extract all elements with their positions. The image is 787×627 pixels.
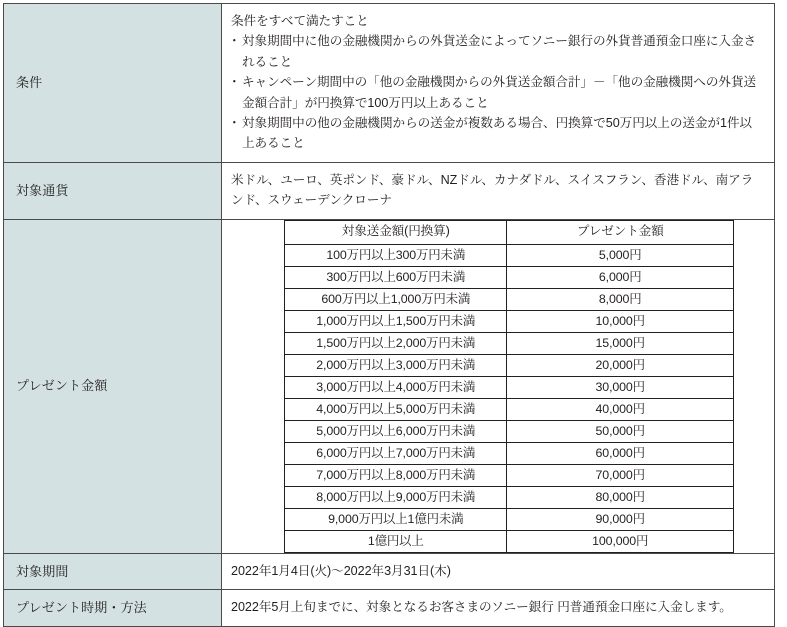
conditions-list bbox=[231, 31, 764, 153]
currency-list-text: 米ドル、ユーロ、英ポンド、豪ドル、NZドル、カナダドル、スイスフラン、香港ドル、南アランド、スウェーデンクローナ bbox=[231, 172, 754, 208]
table-row-gift-amount bbox=[4, 219, 775, 553]
gift-range-cell: 300万円以上600万円未満 bbox=[285, 266, 507, 288]
gift-amount-cell: 50,000円 bbox=[507, 420, 734, 442]
gift-amount-cell: 6,000円 bbox=[507, 266, 734, 288]
period-text: 2022年1月4日(火)～2022年3月31日(木) bbox=[231, 563, 451, 578]
gift-table-head bbox=[285, 220, 734, 244]
table-body bbox=[4, 4, 775, 627]
conditions-heading: 条件をすべて満たすこと bbox=[231, 14, 369, 28]
gift-table-body bbox=[285, 244, 734, 552]
gift-table-row bbox=[285, 464, 734, 486]
gift-timing-text: 2022年5月上旬までに、対象となるお客さまのソニー銀行 円普通預金口座に入金します。 bbox=[231, 600, 732, 615]
gift-amount-cell: 70,000円 bbox=[507, 464, 734, 486]
row-label-currencies: 対象通貨 bbox=[4, 162, 222, 219]
gift-range-cell: 8,000万円以上9,000万円未満 bbox=[285, 486, 507, 508]
gift-table-row bbox=[285, 442, 734, 464]
gift-amount-cell: 10,000円 bbox=[507, 310, 734, 332]
gift-range-cell: 9,000万円以上1億円未満 bbox=[285, 508, 507, 530]
row-value-gift-amount bbox=[222, 219, 775, 553]
gift-range-cell: 2,000万円以上3,000万円未満 bbox=[285, 354, 507, 376]
gift-table-row bbox=[285, 332, 734, 354]
row-value-period bbox=[222, 553, 775, 590]
row-label-period: 対象期間 bbox=[4, 553, 222, 590]
gift-range-cell: 6,000万円以上7,000万円未満 bbox=[285, 442, 507, 464]
table-row-currencies bbox=[4, 162, 775, 219]
gift-table-row bbox=[285, 530, 734, 552]
gift-amount-cell: 20,000円 bbox=[507, 354, 734, 376]
gift-amount-cell: 5,000円 bbox=[507, 244, 734, 266]
row-label-gift-timing: プレゼント時期・方法 bbox=[4, 590, 222, 627]
condition-item: ・ キャンペーン期間中の「他の金融機関からの外貨送金額合計」－「他の金融機関への外貨送金額合計」が円換算で100万円以上あること bbox=[231, 72, 764, 113]
gift-range-cell: 3,000万円以上4,000万円未満 bbox=[285, 376, 507, 398]
table-row-period bbox=[4, 553, 775, 590]
gift-table-row bbox=[285, 376, 734, 398]
gift-amount-cell: 60,000円 bbox=[507, 442, 734, 464]
gift-range-cell: 100万円以上300万円未満 bbox=[285, 244, 507, 266]
gift-amount-cell: 90,000円 bbox=[507, 508, 734, 530]
gift-range-cell: 4,000万円以上5,000万円未満 bbox=[285, 398, 507, 420]
gift-amount-cell: 8,000円 bbox=[507, 288, 734, 310]
gift-table-row bbox=[285, 266, 734, 288]
table-row-conditions bbox=[4, 4, 775, 163]
gift-table-col-header-gift: プレゼント金額 bbox=[507, 220, 734, 244]
gift-range-cell: 5,000万円以上6,000万円未満 bbox=[285, 420, 507, 442]
gift-range-cell: 1,500万円以上2,000万円未満 bbox=[285, 332, 507, 354]
gift-table-header-row bbox=[285, 220, 734, 244]
gift-table-row bbox=[285, 420, 734, 442]
gift-table-row bbox=[285, 508, 734, 530]
gift-amount-cell: 100,000円 bbox=[507, 530, 734, 552]
gift-table-row bbox=[285, 486, 734, 508]
condition-item: ・ 対象期間中に他の金融機関からの外貨送金によってソニー銀行の外貨普通預金口座に入金されること bbox=[231, 31, 764, 72]
row-label-conditions: 条件 bbox=[4, 4, 222, 163]
table-row-gift-timing bbox=[4, 590, 775, 627]
gift-amount-cell: 80,000円 bbox=[507, 486, 734, 508]
row-value-gift-timing bbox=[222, 590, 775, 627]
gift-amount-table bbox=[284, 220, 734, 553]
gift-amount-cell: 40,000円 bbox=[507, 398, 734, 420]
gift-range-cell: 7,000万円以上8,000万円未満 bbox=[285, 464, 507, 486]
row-label-gift-amount: プレゼント金額 bbox=[4, 219, 222, 553]
gift-table-row bbox=[285, 398, 734, 420]
gift-amount-cell: 30,000円 bbox=[507, 376, 734, 398]
gift-table-row bbox=[285, 288, 734, 310]
row-value-conditions bbox=[222, 4, 775, 163]
gift-table-col-header-range: 対象送金額(円換算) bbox=[285, 220, 507, 244]
gift-amount-cell: 15,000円 bbox=[507, 332, 734, 354]
gift-range-cell: 600万円以上1,000万円未満 bbox=[285, 288, 507, 310]
gift-table-row bbox=[285, 354, 734, 376]
gift-range-cell: 1,000万円以上1,500万円未満 bbox=[285, 310, 507, 332]
gift-table-row bbox=[285, 244, 734, 266]
gift-range-cell: 1億円以上 bbox=[285, 530, 507, 552]
row-value-currencies bbox=[222, 162, 775, 219]
campaign-terms-table bbox=[3, 3, 775, 627]
condition-item: ・ 対象期間中の他の金融機関からの送金が複数ある場合、円換算で50万円以上の送金が1件以上あること bbox=[231, 113, 764, 154]
gift-table-row bbox=[285, 310, 734, 332]
